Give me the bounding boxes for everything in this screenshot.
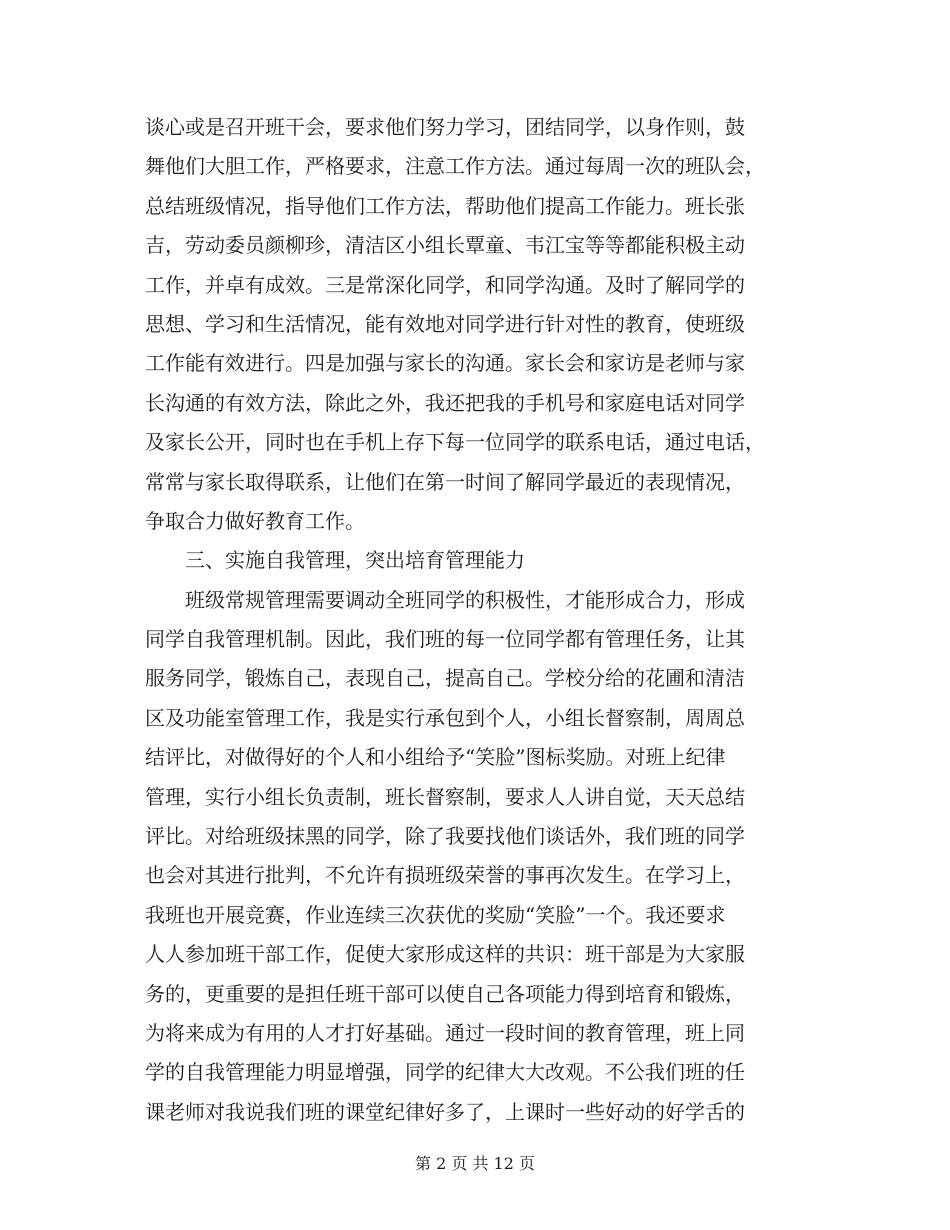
- text-line: 工作能有效进行。四是加强与家长的沟通。家长会和家访是老师与家: [145, 351, 745, 376]
- text-line: 也会对其进行批判，不允许有损班级荣誉的事再次发生。在学习上，: [145, 863, 745, 888]
- text-line: 评比。对给班级抹黑的同学，除了我要找他们谈话外，我们班的同学: [145, 824, 745, 849]
- document-body: [145, 108, 805, 1132]
- text-line: 为将来成为有用的人才打好基础。通过一段时间的教育管理，班上同: [145, 1020, 745, 1045]
- page-number-footer: 第 2 页 共 12 页: [415, 1154, 535, 1173]
- text-line: 人人参加班干部工作，促使大家形成这样的共识：班干部是为大家服: [145, 942, 745, 967]
- text-line: 班级常规管理需要调动全班同学的积极性，才能形成合力，形成: [185, 587, 745, 612]
- text-line: 总结班级情况，指导他们工作方法，帮助他们提高工作能力。班长张: [145, 193, 745, 218]
- text-line: 课老师对我说我们班的课堂纪律好多了，上课时一些好动的好学舌的: [145, 1099, 745, 1124]
- text-line: 常常与家长取得联系，让他们在第一时间了解同学最近的表现情况，: [145, 469, 745, 494]
- text-line: 管理，实行小组长负责制，班长督察制，要求人人讲自觉，天天总结: [145, 784, 745, 809]
- text-line: 思想、学习和生活情况，能有效地对同学进行针对性的教育，使班级: [145, 311, 745, 336]
- text-line: 长沟通的有效方法，除此之外，我还把我的手机号和家庭电话对同学: [145, 390, 745, 415]
- text-line: 工作，并卓有成效。三是常深化同学，和同学沟通。及时了解同学的: [145, 272, 745, 297]
- text-line: 结评比，对做得好的个人和小组给予“笑脸”图标奖励。对班上纪律: [145, 745, 726, 770]
- text-line: 争取合力做好教育工作。: [145, 508, 365, 533]
- section-heading: 三、实施自我管理，突出培育管理能力: [185, 548, 525, 573]
- text-line: 舞他们大胆工作，严格要求，注意工作方法。通过每周一次的班队会，: [145, 154, 765, 179]
- text-line: 我班也开展竞赛，作业连续三次获优的奖励“笑脸”一个。我还要求: [145, 902, 726, 927]
- text-line: 区及功能室管理工作，我是实行承包到个人，小组长督察制，周周总: [145, 705, 745, 730]
- text-line: 同学自我管理机制。因此，我们班的每一位同学都有管理任务，让其: [145, 627, 745, 652]
- text-line: 吉，劳动委员颜柳珍，清洁区小组长覃童、韦江宝等等都能积极主动: [145, 233, 745, 258]
- text-line: 谈心或是召开班干会，要求他们努力学习，团结同学，以身作则，鼓: [145, 115, 745, 139]
- text-line: 务的，更重要的是担任班干部可以使自己各项能力得到培育和锻炼，: [145, 981, 745, 1006]
- text-line: 及家长公开，同时也在手机上存下每一位同学的联系电话，通过电话，: [145, 430, 765, 455]
- paragraph-2: [145, 581, 805, 1132]
- paragraph-1: [145, 108, 805, 541]
- text-line: 服务同学，锻炼自己，表现自己，提高自己。学校分给的花圃和清洁: [145, 666, 745, 691]
- text-line: 学的自我管理能力明显增强，同学的纪律大大改观。不公我们班的任: [145, 1060, 745, 1085]
